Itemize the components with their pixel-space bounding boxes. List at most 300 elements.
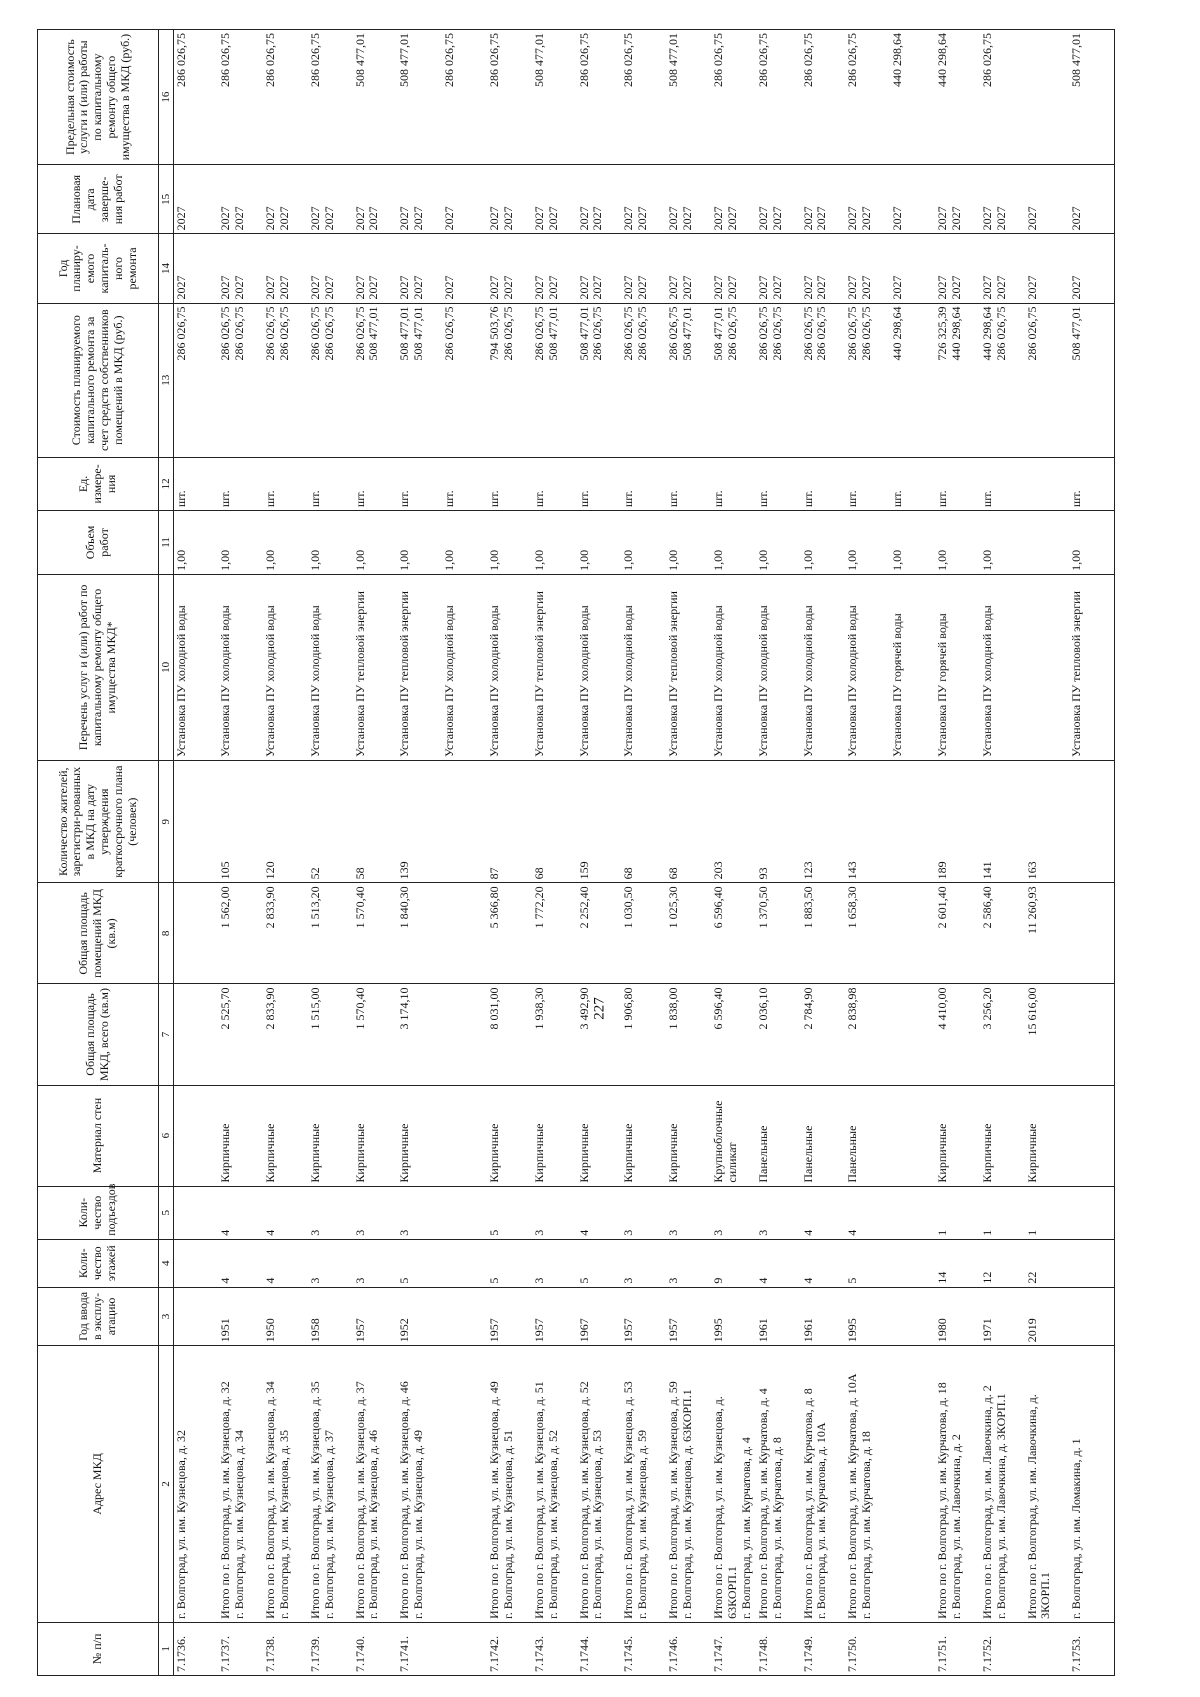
row-number: 7.1743. [532, 1622, 577, 1675]
table-row [353, 30, 398, 1676]
unit-of-measure: шт. [1069, 457, 1114, 510]
column-number: 6 [159, 1085, 174, 1186]
wall-material: Кирпичные [353, 1085, 398, 1186]
total-area [890, 984, 935, 1085]
planned-year-line: 2027 [174, 275, 188, 300]
floor-count [174, 1239, 219, 1287]
limit-cost: 286 026,75 [577, 30, 622, 165]
unit-of-measure: шт. [397, 457, 442, 510]
address-line: г. Волгоград, ул. им. Кузнецова, д. 52 [545, 1430, 560, 1619]
work-volume: 1,00 [756, 511, 801, 575]
entrance-count: 3 [397, 1186, 442, 1239]
planned-year-line: 2027 [621, 275, 636, 300]
resident-count [1069, 761, 1114, 883]
repair-cost-line: 286 026,75 [321, 306, 336, 361]
planned-year-line: 2027 [232, 275, 247, 300]
completion-date-line: 2027 [769, 206, 784, 231]
floor-count: 3 [666, 1239, 711, 1287]
resident-count: 120 [263, 761, 308, 883]
column-number: 10 [159, 574, 174, 760]
total-area: 15 616,00 [1025, 984, 1070, 1085]
address-cell [845, 1346, 890, 1623]
column-number: 11 [159, 511, 174, 575]
row-number [1025, 1622, 1070, 1675]
header-cell: Общая площадь МКД, всего (кв.м) [38, 984, 159, 1085]
planned-year-line: 2027 [635, 275, 650, 300]
entrance-count: 4 [801, 1186, 846, 1239]
completion-date-line: 2027 [859, 206, 874, 231]
repair-cost-cell [756, 303, 801, 457]
wall-material: Кирпичные [577, 1085, 622, 1186]
repair-cost-line: 508 477,01 [1069, 306, 1084, 361]
planned-year-line: 2027 [545, 275, 560, 300]
entrance-count: 3 [532, 1186, 577, 1239]
limit-cost: 286 026,75 [711, 30, 756, 165]
total-area [1069, 984, 1114, 1085]
work-volume: 1,00 [711, 511, 756, 575]
total-area: 3 256,20 [980, 984, 1025, 1085]
repair-cost-cell [1069, 303, 1114, 457]
completion-date-line: 2027 [979, 206, 994, 231]
address-cell [935, 1346, 980, 1623]
planned-year-line: 2027 [218, 275, 233, 300]
floor-count: 3 [308, 1239, 353, 1287]
premises-area: 2 601,40 [935, 883, 980, 984]
work-volume: 1,00 [621, 511, 666, 575]
resident-count: 159 [577, 761, 622, 883]
repair-cost-line: 286 026,75 [218, 306, 233, 361]
unit-of-measure: шт. [711, 457, 756, 510]
completion-date-cell [532, 165, 577, 234]
wall-material: Кирпичные [1025, 1085, 1070, 1186]
work-volume: 1,00 [666, 511, 711, 575]
row-number: 7.1748. [756, 1622, 801, 1675]
resident-count [890, 761, 935, 883]
completion-date-cell [801, 165, 846, 234]
wall-material: Панельные [801, 1085, 846, 1186]
repair-cost-line: 286 026,75 [993, 306, 1008, 361]
row-number: 7.1739. [308, 1622, 353, 1675]
work-volume: 1,00 [801, 511, 846, 575]
commission-year: 1995 [711, 1287, 756, 1346]
floor-count: 5 [397, 1239, 442, 1287]
premises-area: 2 833,90 [263, 883, 308, 984]
work-volume: 1,00 [218, 511, 263, 575]
wall-material: Панельные [756, 1085, 801, 1186]
repair-cost-line: 286 026,75 [500, 306, 515, 361]
planned-year-line: 2027 [948, 275, 963, 300]
address-line: Итого по г. Волгоград, ул. им. Курчатова, д. 8 [800, 1388, 815, 1619]
row-number: 7.1745. [621, 1622, 666, 1675]
work-description: Установка ПУ тепловой энергии [666, 574, 711, 760]
work-description: Установка ПУ тепловой энергии [353, 574, 398, 760]
completion-date-line: 2027 [397, 206, 412, 231]
planned-year-cell [890, 234, 935, 303]
resident-count: 52 [308, 761, 353, 883]
premises-area: 1 772,20 [532, 883, 577, 984]
planned-year-cell [174, 234, 219, 303]
table-body [174, 30, 1115, 1676]
total-area: 3 492,90 [577, 984, 622, 1085]
repair-cost-cell [218, 303, 263, 457]
commission-year: 1980 [935, 1287, 980, 1346]
entrance-count: 3 [621, 1186, 666, 1239]
address-line [443, 1349, 456, 1619]
work-description: Установка ПУ холодной воды [980, 574, 1025, 760]
total-area [442, 984, 487, 1085]
repair-cost-line: 286 026,75 [174, 306, 188, 361]
work-description: Установка ПУ холодной воды [308, 574, 353, 760]
repair-cost-cell [621, 303, 666, 457]
unit-of-measure: шт. [532, 457, 577, 510]
repair-cost-line: 286 026,75 [859, 306, 874, 361]
address-cell [532, 1346, 577, 1623]
address-line: Итого по г. Волгоград, ул. им. Кузнецова, д. 63КОРП.1 [711, 1396, 739, 1619]
table-row [801, 30, 846, 1676]
completion-date-cell [442, 165, 487, 234]
repair-cost-cell [308, 303, 353, 457]
work-volume: 1,00 [174, 511, 219, 575]
entrance-count: 1 [980, 1186, 1025, 1239]
entrance-count: 4 [845, 1186, 890, 1239]
repair-cost-line: 286 026,75 [724, 306, 739, 361]
rotated-table-container [37, 29, 1167, 1676]
commission-year: 1951 [218, 1287, 263, 1346]
limit-cost: 508 477,01 [397, 30, 442, 165]
limit-cost: 286 026,75 [801, 30, 846, 165]
planned-year-line: 2027 [1069, 275, 1084, 300]
completion-date-cell [1025, 165, 1070, 234]
planned-year-line: 2027 [890, 275, 905, 300]
resident-count: 203 [711, 761, 756, 883]
limit-cost: 286 026,75 [980, 30, 1025, 165]
address-cell [442, 1346, 487, 1623]
resident-count: 87 [487, 761, 532, 883]
planned-year-line: 2027 [487, 275, 502, 300]
planned-year-line: 2027 [711, 275, 726, 300]
address-cell [263, 1346, 308, 1623]
header-cell: Объем работ [38, 511, 159, 575]
planned-year-line: 2027 [397, 275, 412, 300]
planned-year-line: 2027 [263, 275, 278, 300]
repair-cost-line: 794 503,76 [487, 306, 502, 361]
address-line: Итого по г. Волгоград, ул. им. Кузнецова, д. 49 [487, 1381, 502, 1619]
floor-count: 4 [801, 1239, 846, 1287]
total-area: 2 833,90 [263, 984, 308, 1085]
repair-cost-line: 286 026,75 [276, 306, 291, 361]
address-line: Итого по г. Волгоград, ул. им. Кузнецова, д. 46 [397, 1381, 412, 1619]
wall-material: Кирпичные [397, 1085, 442, 1186]
work-volume: 1,00 [397, 511, 442, 575]
planned-year-line: 2027 [680, 275, 695, 300]
entrance-count: 5 [487, 1186, 532, 1239]
completion-date-cell [935, 165, 980, 234]
work-description: Установка ПУ холодной воды [218, 574, 263, 760]
work-description: Установка ПУ холодной воды [263, 574, 308, 760]
floor-count [890, 1239, 935, 1287]
commission-year: 2019 [1025, 1287, 1070, 1346]
address-line: г. Волгоград, ул. им. Кузнецова, д. 32 [174, 1430, 188, 1619]
work-description: Установка ПУ тепловой энергии [397, 574, 442, 760]
entrance-count: 3 [711, 1186, 756, 1239]
work-volume: 1,00 [890, 511, 935, 575]
wall-material [442, 1085, 487, 1186]
planned-year-line: 2027 [845, 275, 860, 300]
table-row [711, 30, 756, 1676]
unit-of-measure: шт. [845, 457, 890, 510]
resident-count: 143 [845, 761, 890, 883]
row-number: 7.1736. [174, 1622, 219, 1675]
completion-date-cell [666, 165, 711, 234]
repair-cost-line: 286 026,75 [232, 306, 247, 361]
commission-year: 1952 [397, 1287, 442, 1346]
planned-year-cell [980, 234, 1025, 303]
column-number-row [159, 30, 174, 1676]
resident-count: 123 [801, 761, 846, 883]
completion-date-line: 2027 [666, 206, 681, 231]
completion-date-cell [711, 165, 756, 234]
repair-cost-cell [845, 303, 890, 457]
table-row [1069, 30, 1114, 1676]
planned-year-line: 2027 [755, 275, 770, 300]
address-line: г. Волгоград, ул. им. Курчатова, д. 18 [859, 1431, 874, 1619]
entrance-count [1069, 1186, 1114, 1239]
floor-count [1069, 1239, 1114, 1287]
column-number: 8 [159, 883, 174, 984]
total-area: 2 784,90 [801, 984, 846, 1085]
entrance-count [890, 1186, 935, 1239]
address-line: г. Волгоград, ул. им. Ломакина, д. 1 [1069, 1438, 1084, 1619]
address-line: Итого по г. Волгоград, ул. им. Лавочкина, д. 2 [979, 1385, 994, 1619]
repair-cost-line: 286 026,75 [531, 306, 546, 361]
limit-cost: 286 026,75 [218, 30, 263, 165]
wall-material: Кирпичные [263, 1085, 308, 1186]
resident-count: 105 [218, 761, 263, 883]
limit-cost: 440 298,64 [890, 30, 935, 165]
wall-material: Кирпичные [308, 1085, 353, 1186]
completion-date-line: 2027 [800, 206, 815, 231]
resident-count: 139 [397, 761, 442, 883]
floor-count: 3 [353, 1239, 398, 1287]
resident-count: 58 [353, 761, 398, 883]
completion-date-line: 2027 [814, 206, 829, 231]
work-volume: 1,00 [487, 511, 532, 575]
work-description: Установка ПУ горячей воды [935, 574, 980, 760]
table-row [756, 30, 801, 1676]
work-description: Установка ПУ тепловой энергии [1069, 574, 1114, 760]
wall-material: Кирпичные [218, 1085, 263, 1186]
premises-area: 11 260,93 [1025, 883, 1070, 984]
completion-date-line: 2027 [263, 206, 278, 231]
completion-date-line: 2027 [845, 206, 860, 231]
planned-year-cell [801, 234, 846, 303]
repair-cost-line: 286 026,75 [621, 306, 636, 361]
total-area: 2 525,70 [218, 984, 263, 1085]
header-cell: Предельная стоимость услуги и (или) работы по капитальному ремонту общего имущества в МКД (руб.) [38, 30, 159, 165]
commission-year: 1961 [756, 1287, 801, 1346]
address-line: г. Волгоград, ул. им. Курчатова, д. 10А [814, 1422, 829, 1619]
row-number: 7.1738. [263, 1622, 308, 1675]
unit-of-measure: шт. [935, 457, 980, 510]
planned-year-line: 2027 [800, 275, 815, 300]
limit-cost [1025, 30, 1070, 165]
repair-cost-line: 508 477,01 [397, 306, 412, 361]
work-volume: 1,00 [935, 511, 980, 575]
premises-area: 1 570,40 [353, 883, 398, 984]
completion-date-cell [890, 165, 935, 234]
unit-of-measure: шт. [218, 457, 263, 510]
work-description: Установка ПУ холодной воды [711, 574, 756, 760]
row-number: 7.1750. [845, 1622, 890, 1675]
header-row [38, 30, 159, 1676]
total-area: 1 838,00 [666, 984, 711, 1085]
table-row [980, 30, 1025, 1676]
completion-date-cell [756, 165, 801, 234]
address-line: г. Волгоград, ул. им. Кузнецова, д. 34 [232, 1430, 247, 1619]
repair-cost-cell [532, 303, 577, 457]
planned-year-cell [442, 234, 487, 303]
address-cell [980, 1346, 1025, 1623]
repair-cost-cell [935, 303, 980, 457]
repair-cost-line: 286 026,75 [352, 306, 367, 361]
limit-cost: 286 026,75 [442, 30, 487, 165]
floor-count: 12 [980, 1239, 1025, 1287]
entrance-count [174, 1186, 219, 1239]
row-number: 7.1749. [801, 1622, 846, 1675]
repair-cost-line: 286 026,75 [307, 306, 322, 361]
address-line: Итого по г. Волгоград, ул. им. Кузнецова, д. 51 [531, 1381, 546, 1619]
work-volume [1025, 511, 1070, 575]
limit-cost: 286 026,75 [487, 30, 532, 165]
entrance-count: 4 [263, 1186, 308, 1239]
resident-count: 68 [621, 761, 666, 883]
wall-material [890, 1085, 935, 1186]
completion-date-line: 2027 [948, 206, 963, 231]
table-row [532, 30, 577, 1676]
floor-count: 5 [845, 1239, 890, 1287]
wall-material: Кирпичные [487, 1085, 532, 1186]
address-line: Итого по г. Волгоград, ул. им. Курчатова, д. 10А [845, 1373, 860, 1619]
table-row [174, 30, 219, 1676]
planned-year-line: 2027 [411, 275, 426, 300]
repair-cost-line: 286 026,75 [845, 306, 860, 361]
total-area: 6 596,40 [711, 984, 756, 1085]
table-row [845, 30, 890, 1676]
completion-date-line: 2027 [680, 206, 695, 231]
completion-date-line: 2027 [1024, 206, 1039, 231]
planned-year-line: 2027 [590, 275, 605, 300]
repair-cost-line: 440 298,64 [890, 306, 905, 361]
wall-material: Кирпичные [532, 1085, 577, 1186]
header-cell: Плановая дата заверше-ния работ [38, 165, 159, 234]
unit-of-measure: шт. [442, 457, 487, 510]
planned-year-line: 2027 [859, 275, 874, 300]
resident-count: 68 [666, 761, 711, 883]
completion-date-line: 2027 [935, 206, 950, 231]
planned-year-cell [532, 234, 577, 303]
resident-count: 68 [532, 761, 577, 883]
completion-date-cell [980, 165, 1025, 234]
work-description [1025, 574, 1070, 760]
completion-date-cell [263, 165, 308, 234]
entrance-count: 1 [1025, 1186, 1070, 1239]
premises-area [890, 883, 935, 984]
premises-area [1069, 883, 1114, 984]
address-cell [756, 1346, 801, 1623]
column-number: 12 [159, 457, 174, 510]
limit-cost: 286 026,75 [174, 30, 219, 165]
completion-date-line: 2027 [531, 206, 546, 231]
address-line: г. Волгоград, ул. им. Кузнецова, д. 46 [366, 1430, 381, 1619]
row-number: 7.1741. [397, 1622, 442, 1675]
repair-cost-line: 286 026,75 [263, 306, 278, 361]
total-area: 1 515,00 [308, 984, 353, 1085]
entrance-count: 4 [577, 1186, 622, 1239]
work-volume: 1,00 [532, 511, 577, 575]
header-cell: Материал стен [38, 1085, 159, 1186]
repair-cost-line: 286 026,75 [769, 306, 784, 361]
repair-cost-line: 508 477,01 [411, 306, 426, 361]
planned-year-cell [308, 234, 353, 303]
unit-of-measure: шт. [666, 457, 711, 510]
work-volume: 1,00 [577, 511, 622, 575]
work-volume: 1,00 [353, 511, 398, 575]
unit-of-measure: шт. [801, 457, 846, 510]
commission-year [1069, 1287, 1114, 1346]
address-line: г. Волгоград, ул. им. Кузнецова, д. 35 [276, 1430, 291, 1619]
header-cell: Стоимость планируемого капитального ремонта за счет средств собственников помещений в МКД (руб.) [38, 303, 159, 457]
limit-cost: 508 477,01 [1069, 30, 1114, 165]
repair-cost-cell [487, 303, 532, 457]
planned-year-line: 2027 [769, 275, 784, 300]
limit-cost: 286 026,75 [621, 30, 666, 165]
completion-date-cell [845, 165, 890, 234]
address-cell [890, 1346, 935, 1623]
entrance-count: 3 [308, 1186, 353, 1239]
unit-of-measure: шт. [263, 457, 308, 510]
row-number: 7.1747. [711, 1622, 756, 1675]
repair-cost-line: 508 477,01 [576, 306, 591, 361]
address-line: Итого по г. Волгоград, ул. им. Лавочкина, д. 3КОРП.1 [1024, 1394, 1053, 1619]
planned-year-cell [621, 234, 666, 303]
completion-date-line: 2027 [545, 206, 560, 231]
planned-year-cell [397, 234, 442, 303]
completion-date-line: 2027 [1069, 206, 1084, 231]
resident-count: 163 [1025, 761, 1070, 883]
row-number: 7.1746. [666, 1622, 711, 1675]
total-area: 2 838,98 [845, 984, 890, 1085]
planned-year-line: 2027 [814, 275, 829, 300]
premises-area: 1 883,50 [801, 883, 846, 984]
premises-area: 5 366,80 [487, 883, 532, 984]
header-cell: Ед. измере-ния [38, 457, 159, 510]
repair-cost-line: 508 477,01 [711, 306, 726, 361]
limit-cost: 286 026,75 [756, 30, 801, 165]
wall-material: Кирпичные [666, 1085, 711, 1186]
address-line: Итого по г. Волгоград, ул. им. Кузнецова, д. 53 [621, 1381, 636, 1619]
header-cell: Перечень услуг и (или) работ по капитальному ремонту общего имущества МКД* [38, 574, 159, 760]
completion-date-cell [397, 165, 442, 234]
entrance-count: 4 [218, 1186, 263, 1239]
completion-date-line: 2027 [635, 206, 650, 231]
column-number: 9 [159, 761, 174, 883]
premises-area: 6 596,40 [711, 883, 756, 984]
planned-year-cell [218, 234, 263, 303]
repair-cost-cell [890, 303, 935, 457]
work-description: Установка ПУ холодной воды [801, 574, 846, 760]
row-number [442, 1622, 487, 1675]
work-volume: 1,00 [308, 511, 353, 575]
